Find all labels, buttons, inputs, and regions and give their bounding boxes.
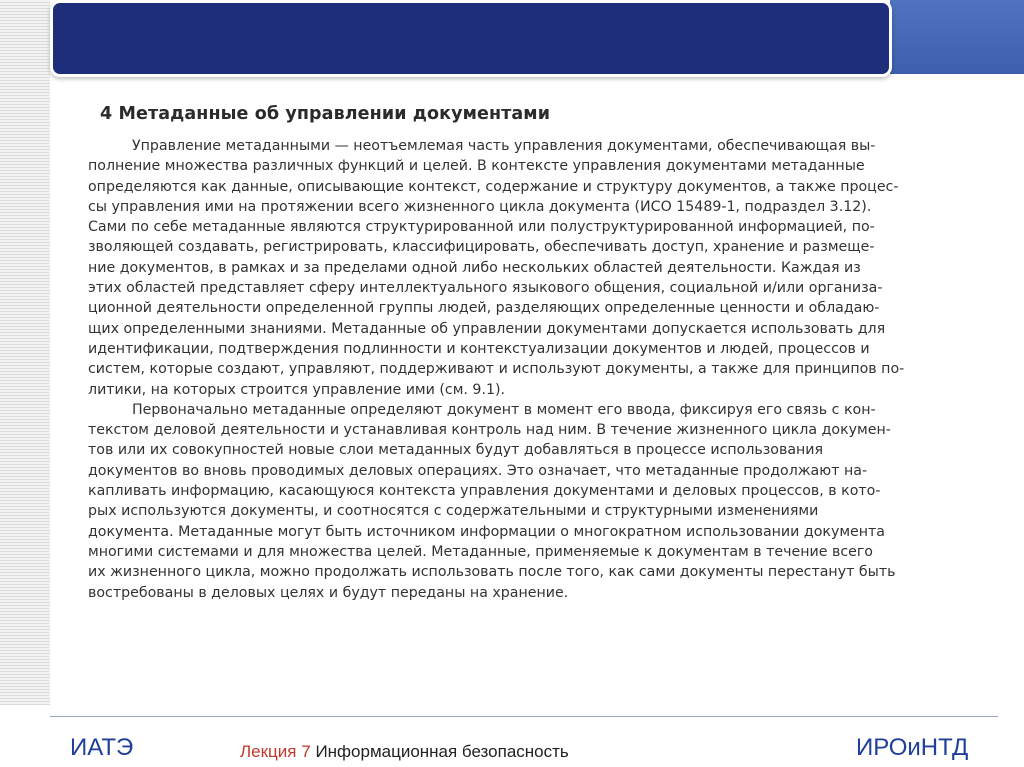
document-line: этих областей представляет сферу интеллектуального языкового общения, социальной и/или организа- xyxy=(88,280,883,297)
top-right-decor xyxy=(890,0,1024,74)
document-line: идентификации, подтверждения подлинности и контекстуализации документов и людей, процессов и xyxy=(88,340,870,357)
title-banner xyxy=(50,0,892,77)
footer-lecture xyxy=(240,742,569,762)
document-line: востребованы в деловых целях и будут переданы на хранение. xyxy=(88,584,569,601)
document-line: текстом деловой деятельности и устанавливая контроль над ним. В течение жизненного цикла докумен- xyxy=(88,422,891,439)
document-line: тов или их совокупностей новые слои метаданных будут добавляться в процессе использования xyxy=(88,442,824,459)
document-line: документов во вновь проводимых деловых операциях. Это означает, что метаданные продолжают на- xyxy=(88,462,868,479)
document-line: щих определенными знаниями. Метаданные об управлении документами допускается использовать для xyxy=(88,320,886,337)
document-line: Управление метаданными — неотъемлемая часть управления документами, обеспечивающая вы- xyxy=(132,138,876,154)
document-paragraph-2 xyxy=(88,400,978,603)
footer-institute: ИАТЭ xyxy=(70,734,134,761)
document-line: их жизненного цикла, можно продолжать использовать после того, как сами документы перестанут быть xyxy=(88,564,896,581)
document-line: определяются как данные, описывающие контекст, содержание и структуру документов, а также процес- xyxy=(88,178,899,195)
document-line: сы управления ими на протяжении всего жизненного цикла документа (ИСО 15489-1, подраздел 3.12). xyxy=(88,198,872,215)
document-line: рых используются документы, и соотносятся с содержательными и структурными изменениями xyxy=(88,503,819,520)
document-line: ционной деятельности определенной группы людей, разделяющих определенные ценности и обладаю- xyxy=(88,300,880,317)
left-striped-band xyxy=(0,0,50,705)
document-line: зволяющей создавать, регистрировать, классифицировать, обеспечивать доступ, хранение и размеще- xyxy=(88,239,875,256)
document-paragraph-1 xyxy=(88,136,978,400)
footer-divider xyxy=(50,716,998,717)
footer-department: ИРОиНТД xyxy=(856,734,969,761)
document-line: литики, на которых строится управление ими (см. 9.1). xyxy=(88,381,506,398)
document-line: систем, которые создают, управляют, поддерживают и используют документы, а также для принципов по- xyxy=(88,361,905,378)
document-line: Сами по себе метаданные являются структурированной или полуструктурированной информацией, по- xyxy=(88,219,875,236)
document-line: Первоначально метаданные определяют документ в момент его ввода, фиксируя его связь с кон- xyxy=(132,401,876,418)
document-line: документа. Метаданные могут быть источником информации о многократном использовании документа xyxy=(88,523,886,540)
document-heading: 4 Метаданные об управлении документами xyxy=(100,104,551,124)
lecture-number: 7 xyxy=(301,742,311,761)
document-line: ние документов, в рамках и за пределами одной либо нескольких областей деятельности. Каждая из xyxy=(88,259,861,276)
lecture-title: Информационная безопасность xyxy=(315,742,569,761)
document-line: полнение множества различных функций и целей. В контексте управления документами метаданные xyxy=(88,158,865,175)
scanned-document xyxy=(88,98,978,638)
lecture-label: Лекция xyxy=(240,742,297,761)
document-line: капливать информацию, касающуюся контекста управления документами и деловых процессов, в кото- xyxy=(88,483,881,500)
document-line: многими системами и для множества целей. Метаданные, применяемые к документам в течение всего xyxy=(88,543,873,560)
